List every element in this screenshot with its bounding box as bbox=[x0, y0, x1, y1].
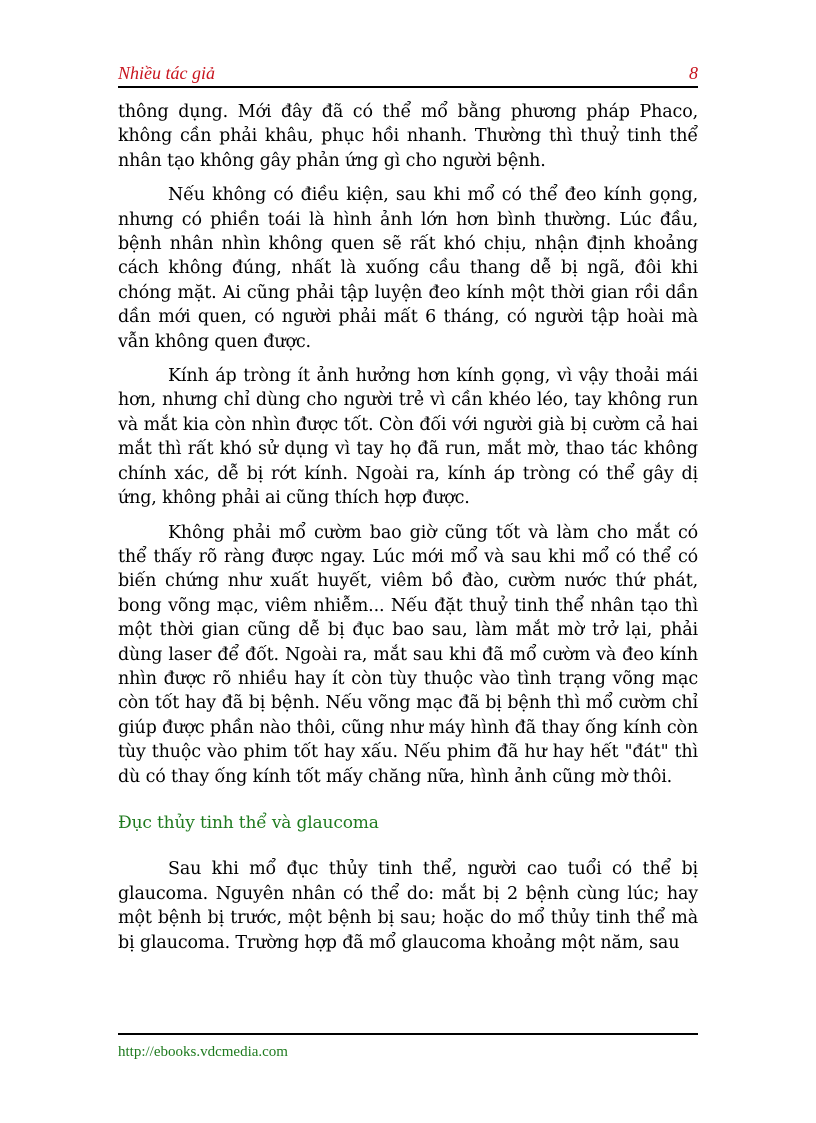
page-footer bbox=[118, 1033, 698, 1061]
section-heading: Đục thủy tinh thể và glaucoma bbox=[118, 812, 379, 833]
paragraph-glaucoma: Sau khi mổ đục thủy tinh thể, người cao tuổi có thể bị glaucoma. Nguyên nhân có thể do: mắt bị 2 bệnh cùng lúc; hay một bệnh bị trước, một bệnh bị sau; hoặc do mổ thủy tinh thể mà bị glaucoma. Trường hợp đã mổ glaucoma khoảng một năm, sau bbox=[118, 859, 698, 953]
header-title: Nhiều tác giả bbox=[118, 63, 215, 83]
paragraph-continuation: thông dụng. Mới đây đã có thể mổ bằng phương pháp Phaco, không cần phải khâu, phục hồi nhanh. Thường thì thuỷ tinh thể nhân tạo không gây phản ứng gì cho người bệnh. bbox=[118, 102, 698, 171]
document-page bbox=[118, 58, 698, 965]
paragraph-contact-lenses: Kính áp tròng ít ảnh hưởng hơn kính gọng, vì vậy thoải mái hơn, nhưng chỉ dùng cho người trẻ vì cần khéo léo, tay không run và mắt kia còn nhìn được tốt. Còn đối với người già bị cườm cả hai mắt thì rất khó sử dụng vì tay họ đã run, mắt mờ, thao tác không chính xác, dễ bị rớt kính. Ngoài ra, kính áp tròng có thể gây dị ứng, không phải ai cũng thích hợp được. bbox=[118, 366, 698, 509]
page-number: 8 bbox=[689, 63, 698, 83]
page-body bbox=[118, 100, 698, 955]
footer-url-link[interactable]: http://ebooks.vdcmedia.com bbox=[118, 1044, 288, 1060]
paragraph-complications: Không phải mổ cườm bao giờ cũng tốt và làm cho mắt có thể thấy rõ ràng được ngay. Lúc mới mổ và sau khi mổ có thể có biến chứng như xuất huyết, viêm bồ đào, cườm nước thứ phát, bong võng mạc, viêm nhiễm... Nếu đặt thuỷ tinh thể nhân tạo thì một thời gian cũng dễ bị đục bao sau, làm mắt mờ trở lại, phải dùng laser để đốt. Ngoài ra, mắt sau khi đã mổ cườm và đeo kính nhìn được rõ nhiều hay ít còn tùy thuộc vào tình trạng võng mạc còn tốt hay đã bị bệnh. Nếu võng mạc đã bị bệnh thì mổ cườm chỉ giúp được phần nào thôi, cũng như máy hình đã thay ống kính còn tùy thuộc vào phim tốt hay xấu. Nếu phim đã hư hay hết "đát" thì dù có thay ống kính tốt mấy chăng nữa, hình ảnh cũng mờ thôi. bbox=[118, 522, 698, 787]
paragraph-eyeglasses: Nếu không có điều kiện, sau khi mổ có thể đeo kính gọng, nhưng có phiền toái là hình ảnh lớn hơn bình thường. Lúc đầu, bệnh nhân nhìn không quen sẽ rất khó chịu, nhận định khoảng cách không đúng, nhất là xuống cầu thang dễ bị ngã, đôi khi chóng mặt. Ai cũng phải tập luyện đeo kính một thời gian rồi dần dần mới quen, có người phải mất 6 tháng, có người tập hoài mà vẫn không quen được. bbox=[118, 185, 698, 352]
page-header bbox=[118, 58, 698, 88]
